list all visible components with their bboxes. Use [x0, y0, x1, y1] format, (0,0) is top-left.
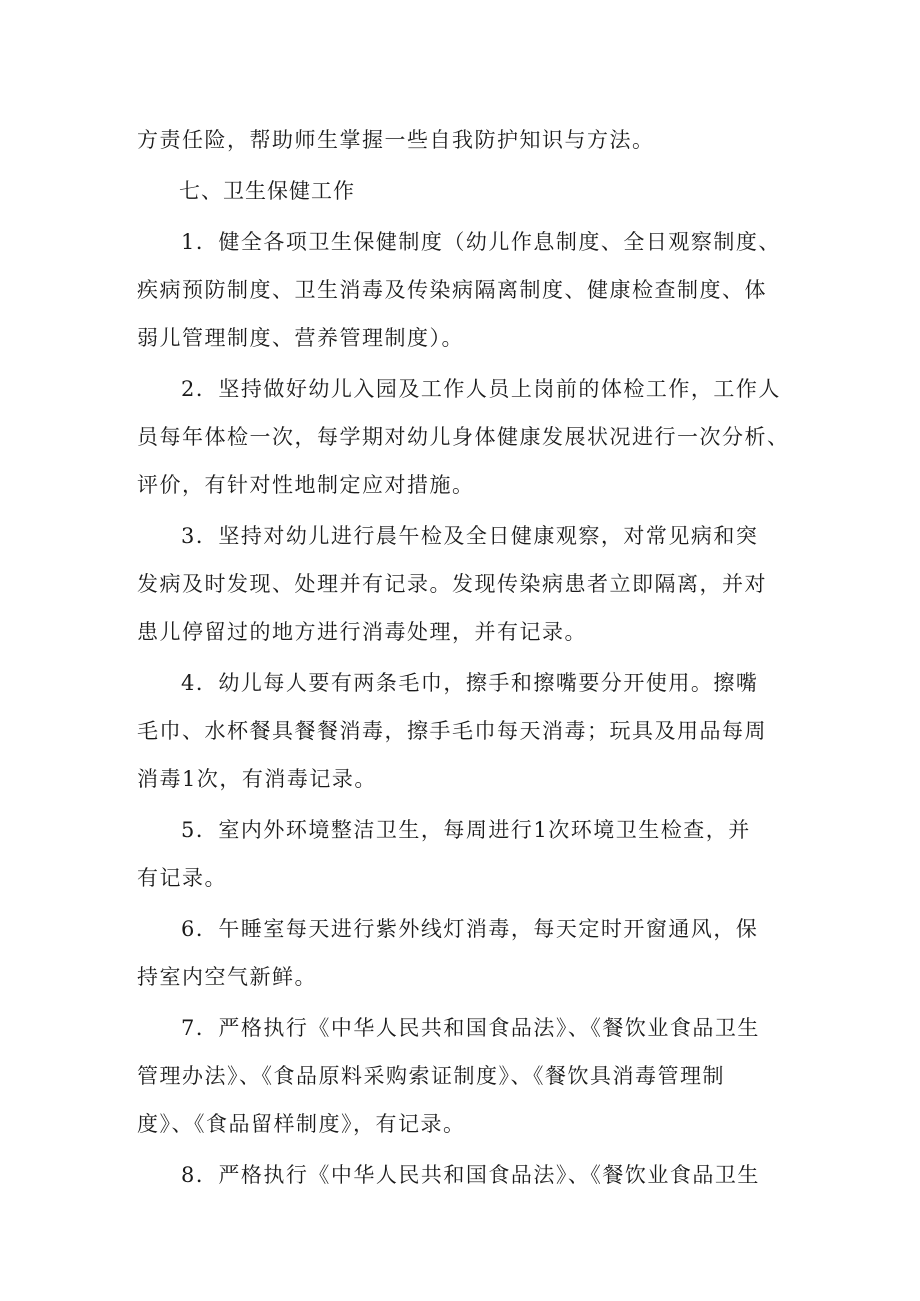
paragraph-1	[137, 218, 797, 362]
paragraph-line: 评价，有针对性地制定应对措施。	[137, 473, 475, 497]
paragraph-5	[137, 806, 797, 902]
paragraph-line: 8．严格执行《中华人民共和国食品法》、《餐饮业食品卫生	[181, 1163, 760, 1187]
paragraph-line: 发病及时发现、处理并有记录。发现传染病患者立即隔离，并对	[137, 572, 767, 596]
paragraph-line: 有记录。	[137, 866, 227, 890]
paragraph-line: 消毒1次，有消毒记录。	[137, 767, 377, 791]
section-heading: 七、卫生保健工作	[179, 179, 355, 203]
paragraph-line: 6．午睡室每天进行紫外线灯消毒，每天定时开窗通风，保	[181, 917, 759, 941]
paragraph-line: 2．坚持做好幼儿入园及工作人员上岗前的体检工作，工作人	[181, 377, 781, 401]
paragraph-2	[137, 365, 797, 509]
paragraph-3	[137, 512, 797, 656]
document-body	[137, 116, 797, 1199]
paragraph-line: 1．健全各项卫生保健制度（幼儿作息制度、全日观察制度、	[181, 230, 781, 254]
paragraph-line: 3．坚持对幼儿进行晨午检及全日健康观察，对常见病和突	[181, 524, 759, 548]
paragraph-line: 毛巾、水杯餐具餐餐消毒，擦手毛巾每天消毒；玩具及用品每周	[137, 719, 767, 743]
paragraph-line: 患儿停留过的地方进行消毒处理，并有记录。	[137, 620, 587, 644]
paragraph-line: 员每年体检一次，每学期对幼儿身体健康发展状况进行一次分析、	[137, 425, 790, 449]
opening-line: 方责任险，帮助师生掌握一些自我防护知识与方法。	[137, 128, 655, 152]
paragraph-6	[137, 905, 797, 1001]
paragraph-line: 5．室内外环境整洁卫生，每周进行1次环境卫生检查，并	[181, 818, 751, 842]
paragraph-line: 4．幼儿每人要有两条毛巾，擦手和擦嘴要分开使用。擦嘴	[181, 671, 759, 695]
paragraph-line: 7．严格执行《中华人民共和国食品法》、《餐饮业食品卫生	[181, 1016, 760, 1040]
paragraph-4	[137, 659, 797, 803]
paragraph-line: 管理办法》、《食品原料采购索证制度》、《餐饮具消毒管理制	[137, 1064, 725, 1088]
paragraph-line: 弱儿管理制度、营养管理制度）。	[137, 326, 464, 350]
paragraph-line: 度》、《食品留样制度》，有记录。	[137, 1112, 466, 1136]
paragraph-line: 持室内空气新鲜。	[137, 965, 317, 989]
paragraph-7	[137, 1004, 797, 1148]
paragraph-8	[137, 1151, 797, 1199]
paragraph-line: 疾病预防制度、卫生消毒及传染病隔离制度、健康检查制度、体	[137, 278, 767, 302]
